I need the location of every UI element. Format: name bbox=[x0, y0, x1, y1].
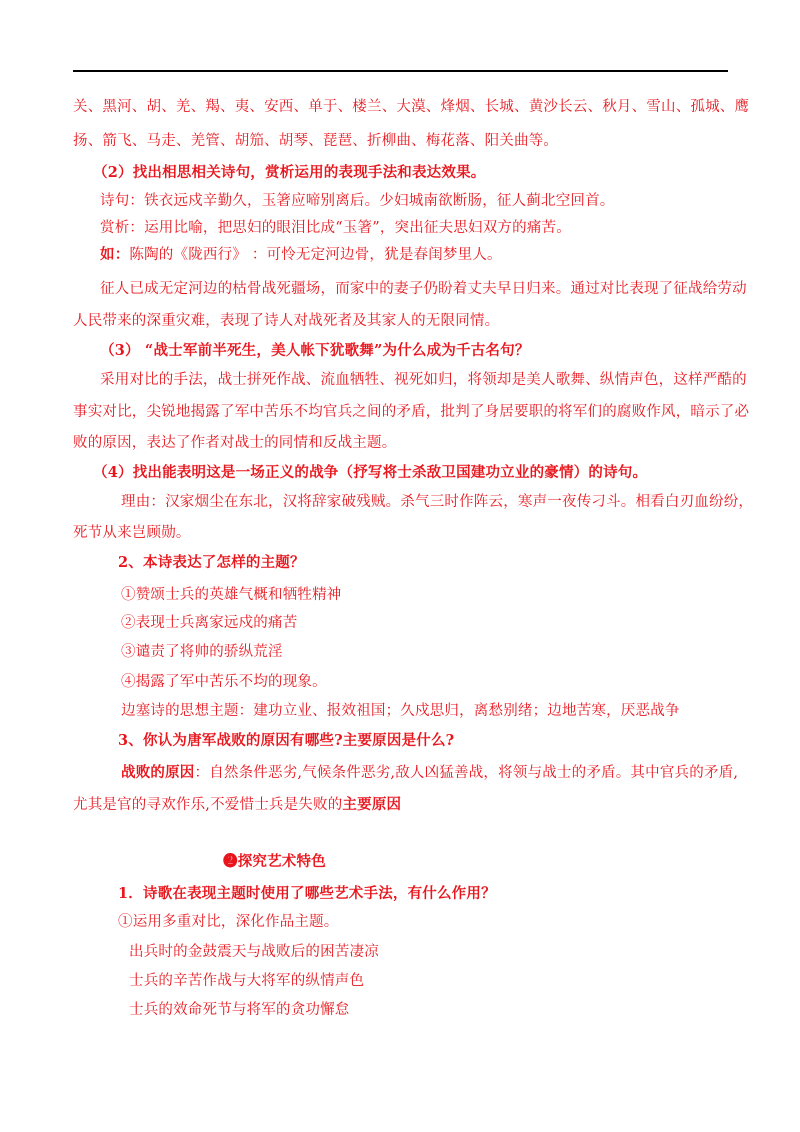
theme-item: ③谴责了将帅的骄纵荒淫 bbox=[121, 644, 283, 660]
reason-text: 尤其是官的寻欢作乐,不爱惜士兵是失败的 bbox=[73, 797, 343, 813]
example-text: 陈陶的《陇西行》 ：可怜无定河边骨，犹是春闺梦里人。 bbox=[129, 247, 502, 263]
text-line: 败的原因，表达了作者对战士的同情和反战主题。 bbox=[73, 435, 397, 451]
text-line: 采用对比的手法，战士拼死作战、流血牺牲、视死如归，将领却是美人歌舞、纵情声色，这样严酷的 bbox=[100, 372, 747, 388]
main-reason-label: 主要原因 bbox=[342, 796, 402, 813]
text-line: 理由：汉家烟尘在东北，汉将辞家破残贼。杀气三时作阵云，寒声一夜传刁斗。相看白刃血纷纷， bbox=[121, 494, 754, 510]
answer-item: 士兵的效命死节与将军的贪功懈怠 bbox=[129, 1002, 350, 1018]
theme-item: ①赞颂士兵的英雄气概和牺牲精神 bbox=[121, 587, 342, 603]
answer-item: 士兵的辛苦作战与大将军的纵情声色 bbox=[129, 973, 365, 989]
answer-item: 出兵时的金鼓震天与战败后的困苦凄凉 bbox=[129, 944, 379, 960]
text-line: 赏析：运用比喻，把思妇的眼泪比成“玉箸”，突出征夫思妇双方的痛苦。 bbox=[100, 220, 571, 236]
theme-item: ④揭露了军中苦乐不均的现象。 bbox=[121, 674, 327, 690]
reason-label: 战败的原因 bbox=[121, 764, 195, 781]
text-line: 征人已成无定河边的枯骨战死疆场，而家中的妻子仍盼着丈夫早日归来。通过对比表现了征战给劳动 bbox=[100, 281, 747, 297]
text-line: 扬、箭飞、马走、羌管、胡笳、胡琴、琵琶、折柳曲、梅花落、阳关曲等。 bbox=[73, 133, 559, 149]
theme-item: ②表现士兵离家远戍的痛苦 bbox=[121, 615, 298, 631]
question-heading: 2、本诗表达了怎样的主题？ bbox=[118, 554, 305, 571]
text-line: 人民带来的深重灾难，表现了诗人对战死者及其家人的无限同情。 bbox=[73, 313, 500, 329]
text-line bbox=[100, 245, 502, 265]
reason-text: ：自然条件恶劣,气候条件恶劣,敌人凶猛善战，将领与战士的矛盾。其中官兵的矛盾, bbox=[194, 765, 739, 781]
question-heading: （2）找出相思相关诗句，赏析运用的表现手法和表达效果。 bbox=[93, 164, 486, 181]
text-line bbox=[121, 763, 738, 783]
text-line bbox=[73, 795, 401, 815]
section-heading: ❷探究艺术特色 bbox=[223, 853, 326, 870]
text-line: 事实对比，尖锐地揭露了军中苦乐不均官兵之间的矛盾，批判了身居要职的将军们的腐败作风，暗示了必 bbox=[73, 404, 750, 420]
question-heading: 1．诗歌在表现主题时使用了哪些艺术手法，有什么作用？ bbox=[118, 885, 496, 902]
text-line: 边塞诗的思想主题：建功立业、报效祖国；久戍思归，离愁别绪；边地苦寒，厌恶战争 bbox=[121, 703, 680, 719]
question-heading: 3、你认为唐军战败的原因有哪些?主要原因是什么? bbox=[118, 732, 455, 749]
header-rule bbox=[73, 70, 728, 72]
answer-item: ①运用多重对比，深化作品主题。 bbox=[118, 914, 339, 930]
text-line: 诗句：铁衣远戍辛勤久，玉箸应啼别离后。少妇城南欲断肠，征人蓟北空回首。 bbox=[100, 193, 615, 209]
question-heading: （4）找出能表明这是一场正义的战争（抒写将士杀敌卫国建功立业的豪情）的诗句。 bbox=[93, 464, 648, 481]
text-line: 关、黑河、胡、羌、羯、夷、安西、单于、楼兰、大漠、烽烟、长城、黄沙长云、秋月、雪山、孤城、鹰 bbox=[73, 99, 750, 115]
question-heading: （3） “战士军前半死生，美人帐下犹歌舞”为什么成为千古名句？ bbox=[100, 342, 530, 359]
example-label: 如： bbox=[100, 246, 130, 263]
text-line: 死节从来岂顾勋。 bbox=[73, 525, 191, 541]
